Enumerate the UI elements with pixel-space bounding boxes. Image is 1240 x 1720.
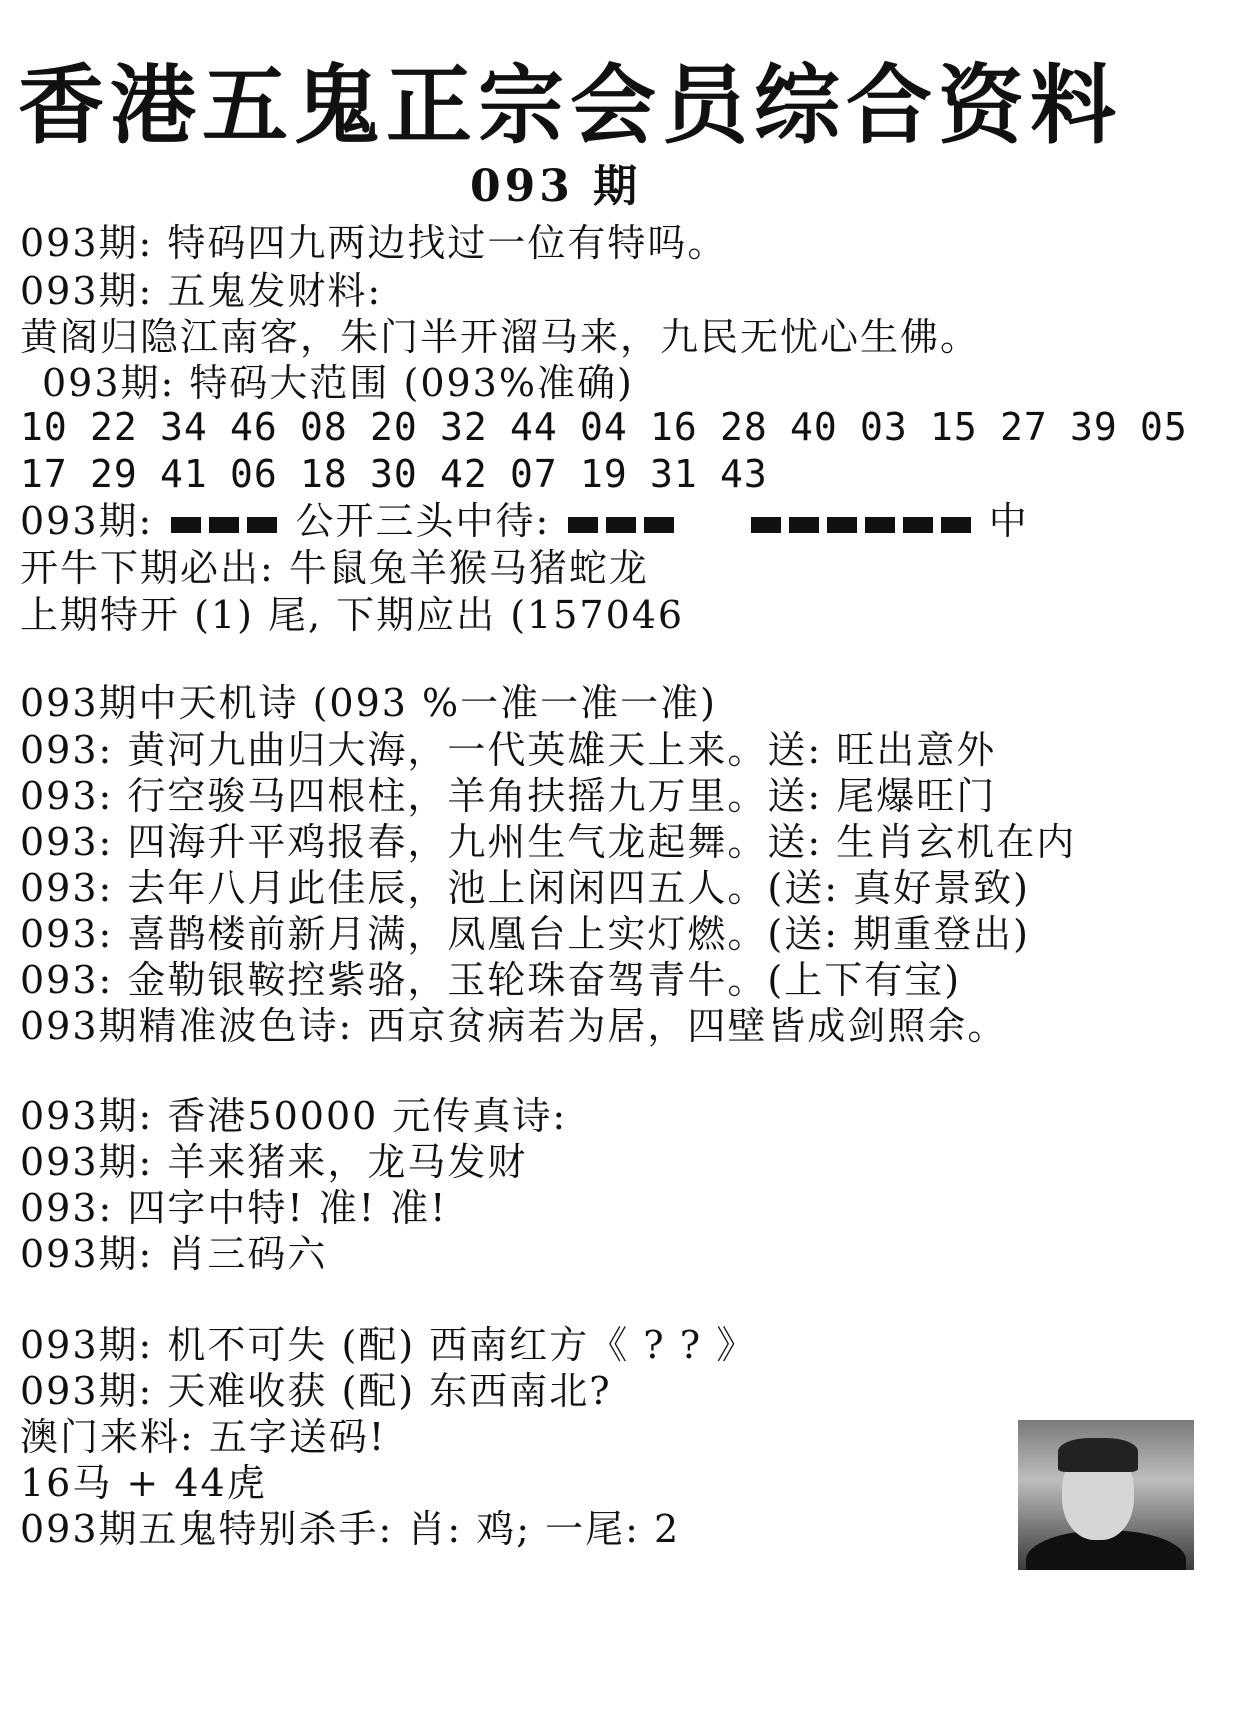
- number-cell: 05: [1140, 405, 1188, 449]
- number-cell: 43: [720, 452, 768, 496]
- number-cell: 03: [860, 405, 908, 449]
- number-cell: 22: [90, 405, 138, 449]
- number-cell: 44: [510, 405, 558, 449]
- number-cell: 16: [650, 405, 698, 449]
- number-cell: 18: [300, 452, 348, 496]
- text-line: 093期: 肖三码六: [20, 1232, 328, 1276]
- number-cell: 42: [440, 452, 488, 496]
- number-cell: 40: [790, 405, 838, 449]
- text-line: 093期: 五鬼发财料:: [20, 269, 383, 313]
- number-cell: 06: [230, 452, 278, 496]
- number-cell: 07: [510, 452, 558, 496]
- redaction-mark: [903, 517, 933, 533]
- text-line: 093期五鬼特别杀手: 肖: 鸡; 一尾: 2: [20, 1507, 681, 1551]
- line-prefix: 093期:: [20, 499, 154, 543]
- number-cell: 31: [650, 452, 698, 496]
- page-title: 香港五鬼正宗会员综合资料: [18, 55, 1122, 156]
- number-cell: 15: [930, 405, 978, 449]
- number-cell: 34: [160, 405, 208, 449]
- redaction-mark: [209, 517, 239, 533]
- redaction-mark: [606, 517, 636, 533]
- number-cell: 08: [300, 405, 348, 449]
- text-line: 093期: 特码四九两边找过一位有特吗。: [20, 221, 728, 265]
- text-line: 093: 四字中特! 准! 准!: [20, 1186, 448, 1230]
- text-line: 093期: 特码大范围 (093%准确): [42, 361, 634, 405]
- text-line: 093: 行空骏马四根柱，羊角扶摇九万里。送: 尾爆旺门: [20, 774, 997, 818]
- text-line: 093期中天机诗 (093 %一准一准一准): [20, 681, 717, 725]
- number-row-2: [20, 452, 790, 496]
- redaction-mark: [865, 517, 895, 533]
- text-line: 093: 四海升平鸡报春，九州生气龙起舞。送: 生肖玄机在内: [20, 820, 1077, 864]
- issue-number: 093 期: [470, 161, 642, 212]
- number-cell: 32: [440, 405, 488, 449]
- number-cell: 20: [370, 405, 418, 449]
- redaction-mark: [751, 517, 781, 533]
- redaction-mark: [568, 517, 598, 533]
- number-cell: 29: [90, 452, 138, 496]
- text-line: 开牛下期必出: 牛鼠兔羊猴马猪蛇龙: [20, 546, 649, 590]
- number-cell: 04: [580, 405, 628, 449]
- number-cell: 10: [20, 405, 68, 449]
- number-cell: 39: [1070, 405, 1118, 449]
- number-cell: 19: [580, 452, 628, 496]
- text-line: 上期特开 (1) 尾, 下期应出 (157046: [20, 593, 685, 637]
- text-line: 093: 喜鹊楼前新月满，凤凰台上实灯燃。(送: 期重登出): [20, 912, 1030, 956]
- redaction-mark: [789, 517, 819, 533]
- text-line: 093: 金勒银鞍控紫骆，玉轮珠奋驾青牛。(上下有宝): [20, 958, 962, 1002]
- redaction-mark: [171, 517, 201, 533]
- number-cell: 46: [230, 405, 278, 449]
- number-cell: 28: [720, 405, 768, 449]
- redaction-mark: [827, 517, 857, 533]
- text-line-masked: [20, 498, 1029, 544]
- number-cell: 27: [1000, 405, 1048, 449]
- text-line: 澳门来料: 五字送码!: [20, 1415, 387, 1459]
- text-line: 093: 黄河九曲归大海，一代英雄天上来。送: 旺出意外: [20, 728, 997, 772]
- line-text: 公开三头中待:: [295, 499, 551, 543]
- text-line: 16马 + 44虎: [20, 1461, 267, 1505]
- number-cell: 17: [20, 452, 68, 496]
- number-cell: 41: [160, 452, 208, 496]
- portrait-photo: [1018, 1420, 1194, 1570]
- text-line: 093: 去年八月此佳辰，池上闲闲四五人。(送: 真好景致): [20, 866, 1030, 910]
- redaction-mark: [941, 517, 971, 533]
- text-line: 093期: 香港50000 元传真诗:: [20, 1094, 568, 1138]
- redaction-mark: [644, 517, 674, 533]
- text-line: 黄阁归隐江南客，朱门半开溜马来，九民无忧心生佛。: [20, 315, 981, 359]
- portrait-hair: [1058, 1438, 1138, 1472]
- number-row-1: [20, 405, 1210, 449]
- text-line: 093期: 机不可失 (配) 西南红方《 ? ? 》: [20, 1323, 757, 1367]
- line-end: 中: [988, 499, 1029, 543]
- redaction-mark: [247, 517, 277, 533]
- text-line: 093期精准波色诗: 西京贫病若为居，四壁皆成剑照余。: [20, 1004, 1008, 1048]
- text-line: 093期: 天难收获 (配) 东西南北?: [20, 1369, 612, 1413]
- number-cell: 30: [370, 452, 418, 496]
- text-line: 093期: 羊来猪来，龙马发财: [20, 1140, 528, 1184]
